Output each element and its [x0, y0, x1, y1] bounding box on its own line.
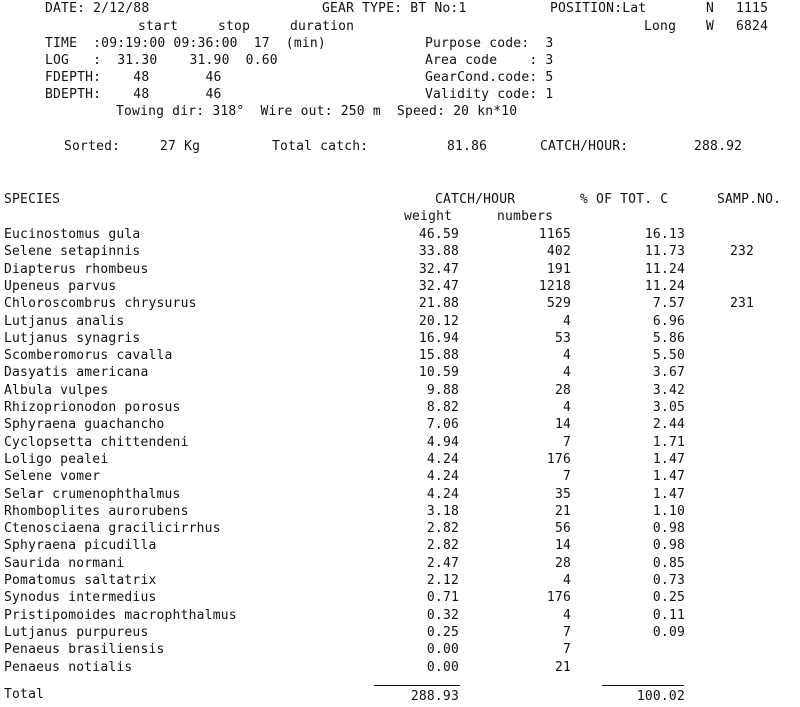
pct-of-total: 0.85	[652, 556, 685, 571]
pct-of-total: 16.13	[644, 227, 685, 242]
catch-weight: 21.88	[418, 296, 459, 311]
catch-weight: 16.94	[418, 331, 459, 346]
total-catch-label: Total catch:	[272, 139, 369, 154]
catch-weight: 10.59	[418, 365, 459, 380]
weight-total-rule	[374, 685, 460, 686]
species-name: Synodus intermedius	[4, 590, 157, 605]
catch-numbers: 176	[546, 452, 571, 467]
species-name: Albula vulpes	[4, 383, 109, 398]
species-name: Pomatomus saltatrix	[4, 573, 157, 588]
species-name: Eucinostomus gula	[4, 227, 141, 242]
date-field: DATE: 2/12/88	[45, 1, 150, 16]
position-label: POSITION:Lat	[550, 1, 647, 16]
species-name: Chloroscombrus chrysurus	[4, 296, 197, 311]
catch-numbers: 14	[554, 538, 571, 553]
species-name: Penaeus brasiliensis	[4, 642, 165, 657]
species-name: Dasyatis americana	[4, 365, 149, 380]
catch-numbers: 529	[546, 296, 571, 311]
catch-weight: 4.24	[426, 452, 459, 467]
species-name: Pristipomoides macrophthalmus	[4, 608, 237, 623]
catch-weight: 3.18	[426, 504, 459, 519]
catch-numbers: 35	[554, 487, 571, 502]
catch-hour-header: CATCH/HOUR	[435, 192, 516, 207]
col-start-header: start	[138, 19, 179, 34]
species-name: Diapterus rhombeus	[4, 262, 149, 277]
catch-numbers: 28	[554, 383, 571, 398]
species-name: Selene vomer	[4, 469, 101, 484]
pct-of-total: 0.73	[652, 573, 685, 588]
samp-no-header: SAMP.NO.	[717, 192, 782, 207]
long-hemisphere: W	[706, 19, 715, 34]
catch-weight: 0.32	[426, 608, 459, 623]
catch-weight: 8.82	[426, 400, 459, 415]
species-name: Lutjanus synagris	[4, 331, 141, 346]
species-name: Cyclopsetta chittendeni	[4, 435, 189, 450]
pct-of-total: 3.67	[652, 365, 685, 380]
catch-weight: 0.25	[426, 625, 459, 640]
long-value: 6824	[736, 19, 769, 34]
catch-numbers: 56	[554, 521, 571, 536]
catch-numbers: 21	[554, 504, 571, 519]
catch-weight: 20.12	[418, 314, 459, 329]
species-name: Selene setapinnis	[4, 244, 141, 259]
numbers-header: numbers	[497, 209, 554, 224]
catch-weight: 0.71	[426, 590, 459, 605]
catch-numbers: 191	[546, 262, 571, 277]
catch-numbers: 21	[554, 660, 571, 675]
catch-numbers: 7	[562, 435, 571, 450]
gear-type-field: GEAR TYPE: BT No:1	[322, 1, 467, 16]
catch-numbers: 53	[554, 331, 571, 346]
sorted-label: Sorted:	[64, 139, 121, 154]
pct-of-total: 3.42	[652, 383, 685, 398]
col-stop-header: stop	[218, 19, 251, 34]
gearcond-code: GearCond.code: 5	[425, 70, 554, 85]
total-label: Total	[4, 687, 45, 702]
species-name: Lutjanus analis	[4, 314, 125, 329]
catch-numbers: 14	[554, 417, 571, 432]
pct-of-total: 1.47	[652, 469, 685, 484]
pct-of-total-header: % OF TOT. C	[580, 192, 669, 207]
catch-weight: 4.24	[426, 469, 459, 484]
pct-of-total: 1.71	[652, 435, 685, 450]
catch-numbers: 4	[562, 365, 571, 380]
species-name: Rhomboplites aurorubens	[4, 504, 189, 519]
species-name: Lutjanus purpureus	[4, 625, 149, 640]
catch-weight: 46.59	[418, 227, 459, 242]
purpose-code: Purpose code: 3	[425, 36, 554, 51]
species-name: Penaeus notialis	[4, 660, 133, 675]
total-catch-value: 81.86	[447, 139, 488, 154]
catch-numbers: 4	[562, 608, 571, 623]
catch-numbers: 1165	[538, 227, 571, 242]
pct-of-total: 6.96	[652, 314, 685, 329]
species-name: Sphyraena picudilla	[4, 538, 157, 553]
sample-number: 231	[730, 296, 755, 311]
pct-of-total: 1.10	[652, 504, 685, 519]
pct-of-total: 0.98	[652, 538, 685, 553]
towing-line: Towing dir: 318° Wire out: 250 m Speed: 20 kn*10	[116, 104, 518, 119]
species-name: Rhizoprionodon porosus	[4, 400, 181, 415]
species-name: Sphyraena guachancho	[4, 417, 165, 432]
pct-of-total: 0.11	[652, 608, 685, 623]
catch-weight: 33.88	[418, 244, 459, 259]
pct-of-total: 11.24	[644, 279, 685, 294]
lat-hemisphere: N	[706, 1, 715, 16]
species-name: Selar crumenophthalmus	[4, 487, 181, 502]
col-duration-header: duration	[290, 19, 355, 34]
species-name: Saurida normani	[4, 556, 125, 571]
pct-of-total: 11.24	[644, 262, 685, 277]
pct-of-total: 5.50	[652, 348, 685, 363]
catch-weight: 0.00	[426, 642, 459, 657]
catch-numbers: 7	[562, 469, 571, 484]
catch-weight: 2.82	[426, 538, 459, 553]
lat-value: 1115	[736, 1, 769, 16]
catch-numbers: 4	[562, 348, 571, 363]
pct-of-total: 0.98	[652, 521, 685, 536]
species-name: Upeneus parvus	[4, 279, 117, 294]
catch-numbers: 4	[562, 573, 571, 588]
catch-weight: 32.47	[418, 262, 459, 277]
area-code: Area code : 3	[425, 53, 554, 68]
catch-numbers: 7	[562, 625, 571, 640]
species-name: Scomberomorus cavalla	[4, 348, 173, 363]
catch-numbers: 7	[562, 642, 571, 657]
catch-numbers: 176	[546, 590, 571, 605]
species-name: Ctenosciaena gracilicirrhus	[4, 521, 221, 536]
pct-of-total: 1.47	[652, 452, 685, 467]
sorted-value: 27 Kg	[160, 139, 201, 154]
time-line: TIME :09:19:00 09:36:00 17 (min)	[45, 36, 326, 51]
catch-weight: 4.24	[426, 487, 459, 502]
pct-of-total: 2.44	[652, 417, 685, 432]
catch-weight: 0.00	[426, 660, 459, 675]
pct-of-total: 5.86	[652, 331, 685, 346]
pct-of-total: 0.25	[652, 590, 685, 605]
catch-numbers: 4	[562, 314, 571, 329]
pct-total-rule	[602, 685, 684, 686]
sample-number: 232	[730, 244, 755, 259]
catch-hour-label: CATCH/HOUR:	[540, 139, 629, 154]
catch-weight: 32.47	[418, 279, 459, 294]
catch-weight: 15.88	[418, 348, 459, 363]
catch-numbers: 402	[546, 244, 571, 259]
pct-of-total: 11.73	[644, 244, 685, 259]
fdepth-line: FDEPTH: 48 46	[45, 70, 222, 85]
catch-numbers: 1218	[538, 279, 571, 294]
pct-of-total: 7.57	[652, 296, 685, 311]
catch-hour-value: 288.92	[694, 139, 743, 154]
catch-weight: 2.82	[426, 521, 459, 536]
catch-weight: 2.12	[426, 573, 459, 588]
pct-of-total: 3.05	[652, 400, 685, 415]
total-pct: 100.02	[636, 689, 685, 704]
species-name: Loligo pealei	[4, 452, 109, 467]
pct-of-total: 0.09	[652, 625, 685, 640]
log-line: LOG : 31.30 31.90 0.60	[45, 53, 278, 68]
weight-header: weight	[404, 209, 453, 224]
long-label: Long	[644, 19, 677, 34]
validity-code: Validity code: 1	[425, 87, 554, 102]
catch-numbers: 4	[562, 400, 571, 415]
species-header: SPECIES	[4, 192, 61, 207]
catch-numbers: 28	[554, 556, 571, 571]
bdepth-line: BDEPTH: 48 46	[45, 87, 222, 102]
catch-weight: 7.06	[426, 417, 459, 432]
pct-of-total: 1.47	[652, 487, 685, 502]
total-weight: 288.93	[410, 689, 459, 704]
catch-weight: 9.88	[426, 383, 459, 398]
catch-weight: 4.94	[426, 435, 459, 450]
catch-weight: 2.47	[426, 556, 459, 571]
